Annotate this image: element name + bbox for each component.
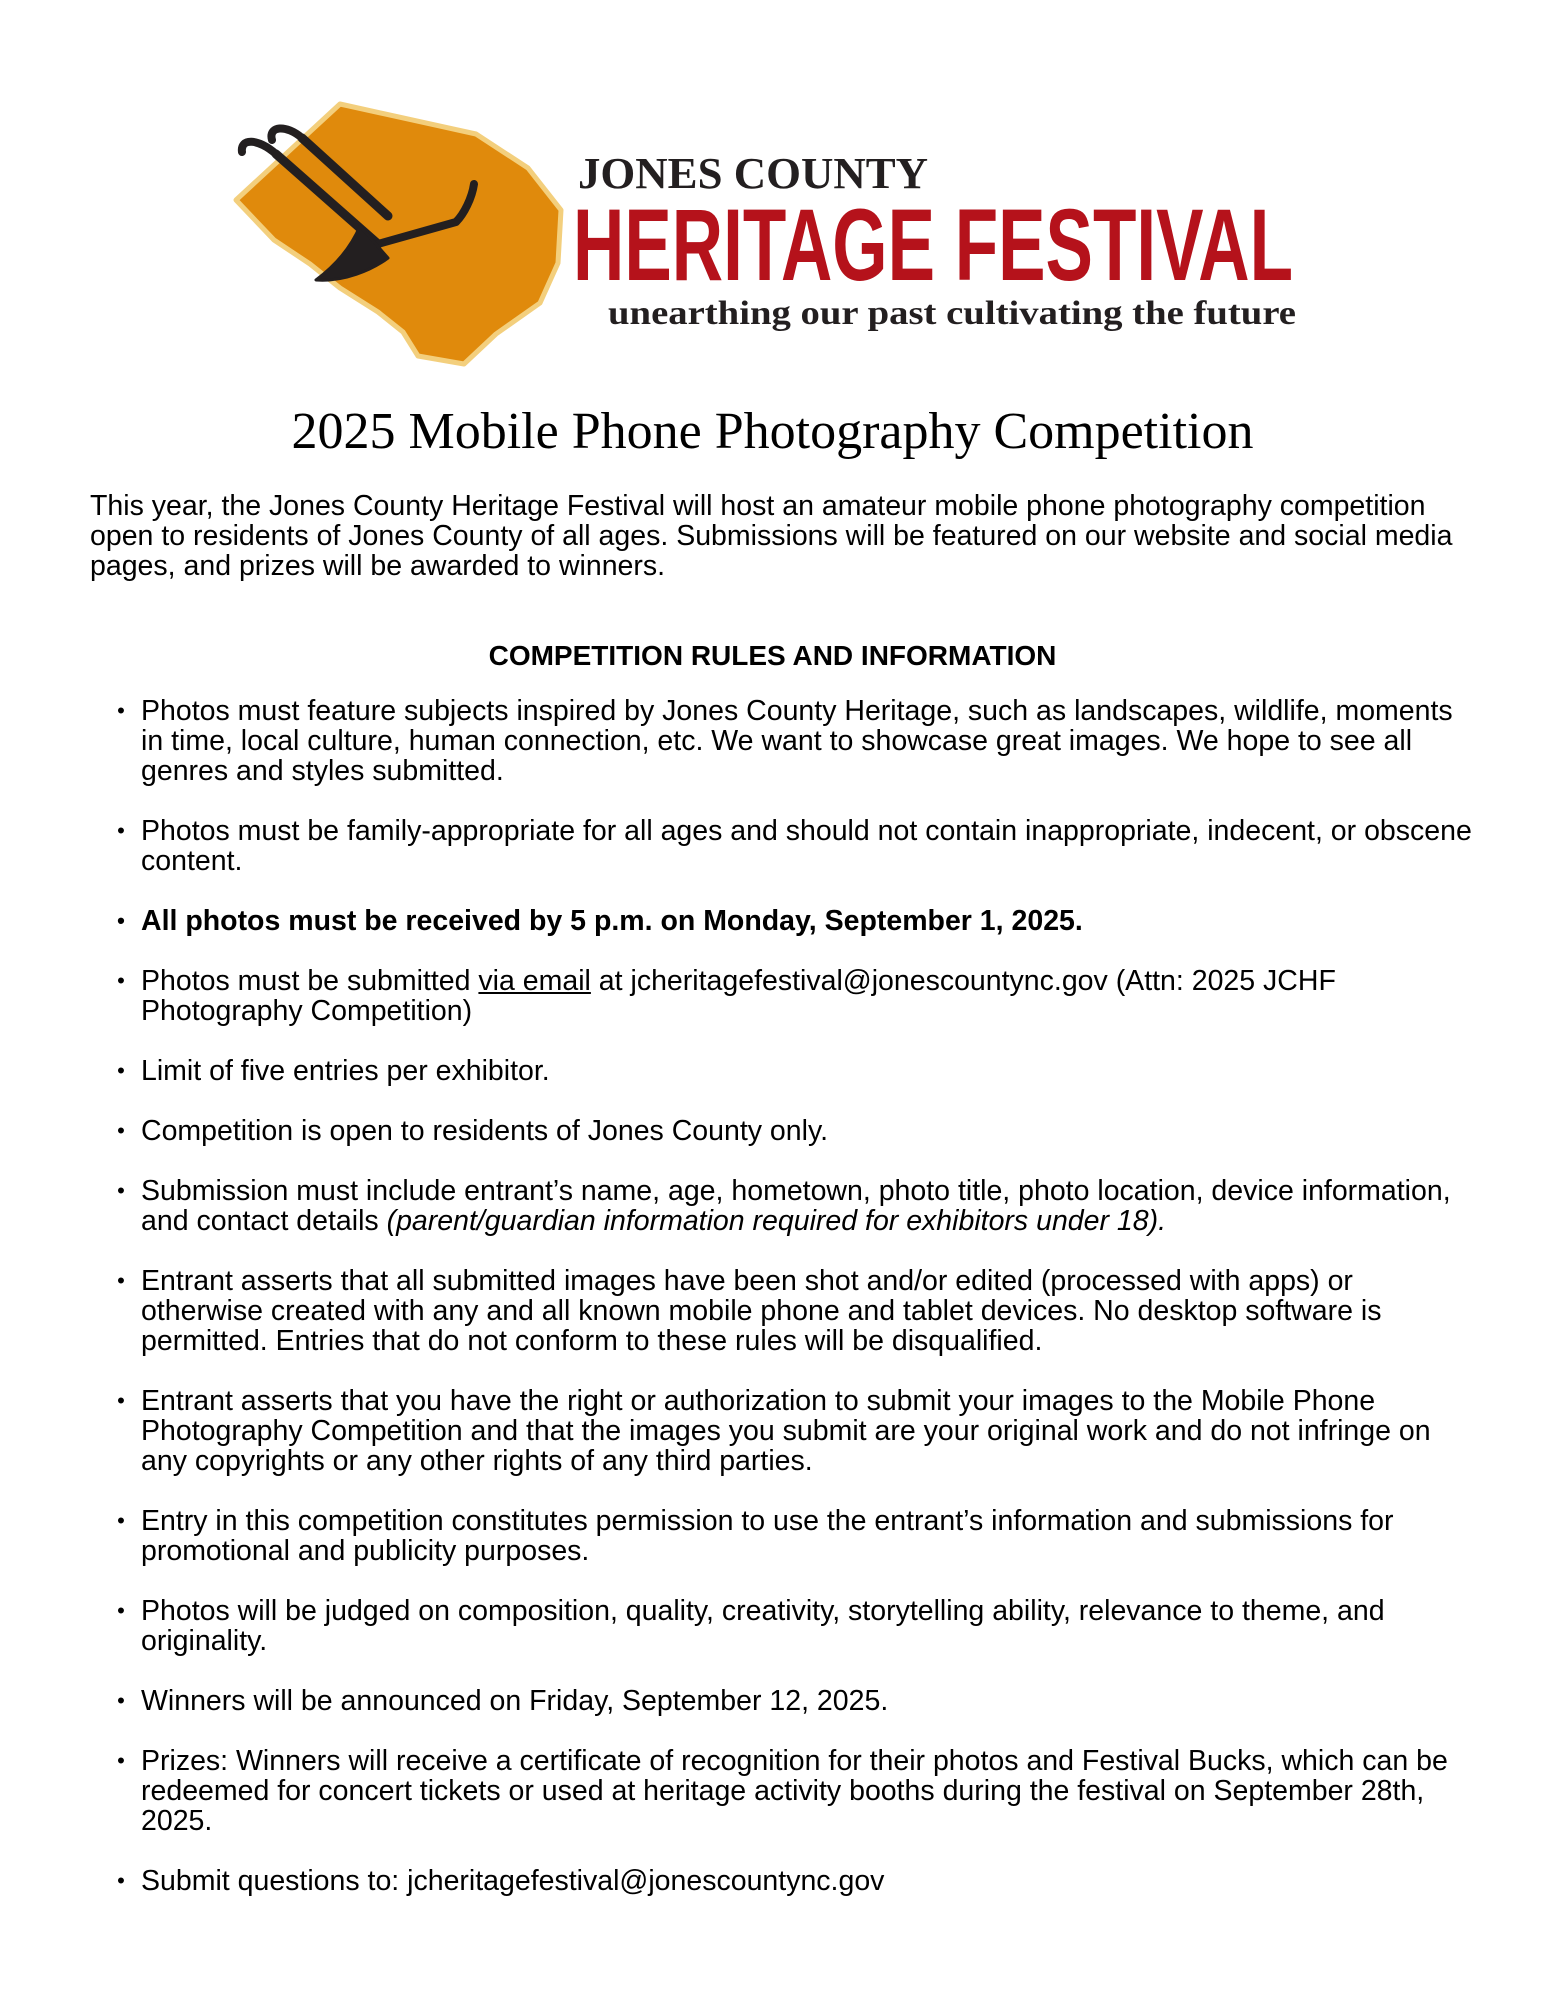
logo-festival-name: HERITAGE FESTIVAL <box>573 188 1293 302</box>
rule-text: Submission must include entrant’s name, age, hometown, photo title, photo location, device information, and contact details <box>141 1175 1451 1237</box>
bullet: • <box>117 1268 125 1293</box>
rule-text: Prizes: Winners will receive a certificate of recognition for their photos and Festival Bucks, which can be redeemed for concert tickets or used at heritage activity booths during the festival on September 28th, 2025. <box>141 1745 1448 1837</box>
rule-item-questions <box>117 1865 1481 1897</box>
rule-text: Entrant asserts that you have the right or authorization to submit your images to the Mobile Phone Photography Competition and that the images you submit are your original work and do not infringe on any copyrights or any other rights of any third parties. <box>141 1385 1431 1477</box>
rule-item <box>117 1685 1481 1717</box>
logo-county-name: JONES COUNTY <box>578 149 928 198</box>
bullet: • <box>117 1508 125 1533</box>
rule-item <box>117 1055 1481 1087</box>
rule-text: Competition is open to residents of Jones County only. <box>141 1115 829 1147</box>
bullet: • <box>117 1748 125 1773</box>
rule-text: All photos must be received by 5 p.m. on Monday, September 1, 2025. <box>141 905 1083 937</box>
rule-text: Entry in this competition constitutes permission to use the entrant’s information and submissions for promotional and publicity purposes. <box>141 1505 1394 1567</box>
bullet: • <box>117 968 125 993</box>
rule-text: Winners will be announced on Friday, September 12, 2025. <box>141 1685 889 1717</box>
page-title: 2025 Mobile Phone Photography Competition <box>291 403 1254 460</box>
festival-logo <box>228 98 1328 368</box>
rule-text: Photos must be submitted <box>141 965 479 997</box>
rules-heading: COMPETITION RULES AND INFORMATION <box>488 640 1057 671</box>
rule-note: (parent/guardian information required for exhibitors under 18). <box>386 1205 1167 1237</box>
intro-paragraph: This year, the Jones County Heritage Festival will host an amateur mobile phone photography competition open to residents of Jones County of all ages. Submissions will be featured on our website and social media pages, and prizes will be awarded to winners. <box>90 490 1453 582</box>
rule-text: Photos must feature subjects inspired by Jones County Heritage, such as landscapes, wildlife, moments in time, local culture, human connection, etc. We want to showcase great images. We hope to see all genres and styles submitted. <box>141 695 1453 787</box>
rule-item <box>117 1745 1481 1837</box>
rule-text: Limit of five entries per exhibitor. <box>141 1055 550 1087</box>
bullet: • <box>117 818 125 843</box>
rule-text: at jcheritagefestival@jonescountync.gov (Attn: 2025 JCHF Photography Competition) <box>141 965 1336 1027</box>
bullet: • <box>117 1058 125 1083</box>
rule-item <box>117 695 1481 787</box>
rule-item <box>117 1505 1481 1567</box>
rule-item-submission <box>117 965 1481 1027</box>
rule-text: Photos must be family-appropriate for all ages and should not contain inappropriate, indecent, or obscene content. <box>141 815 1472 877</box>
rule-item <box>117 1115 1481 1147</box>
via-email-link[interactable]: via email <box>478 965 591 997</box>
rule-item <box>117 1265 1481 1357</box>
bullet: • <box>117 1388 125 1413</box>
bullet: • <box>117 1688 125 1713</box>
rule-item <box>117 815 1481 877</box>
rule-text: Photos will be judged on composition, quality, creativity, storytelling ability, relevance to theme, and originality. <box>141 1595 1385 1657</box>
logo-tagline: unearthing our past cultivating the future <box>608 295 1296 332</box>
bullet: • <box>117 1118 125 1143</box>
rule-text: Entrant asserts that all submitted images have been shot and/or edited (processed with apps) or otherwise created with any and all known mobile phone and tablet devices. No desktop software is permitted. Entries that do not conform to these rules will be disqualified. <box>141 1265 1382 1357</box>
rule-item-deadline <box>117 905 1481 937</box>
rule-item <box>117 1385 1481 1477</box>
rule-item <box>117 1595 1481 1657</box>
bullet: • <box>117 908 125 933</box>
bullet: • <box>117 1868 125 1893</box>
county-shape <box>236 104 561 364</box>
bullet: • <box>117 1178 125 1203</box>
bullet: • <box>117 698 125 723</box>
rule-item <box>117 1175 1481 1237</box>
rule-text: Submit questions to: jcheritagefestival@jonescountync.gov <box>141 1865 885 1897</box>
bullet: • <box>117 1598 125 1623</box>
